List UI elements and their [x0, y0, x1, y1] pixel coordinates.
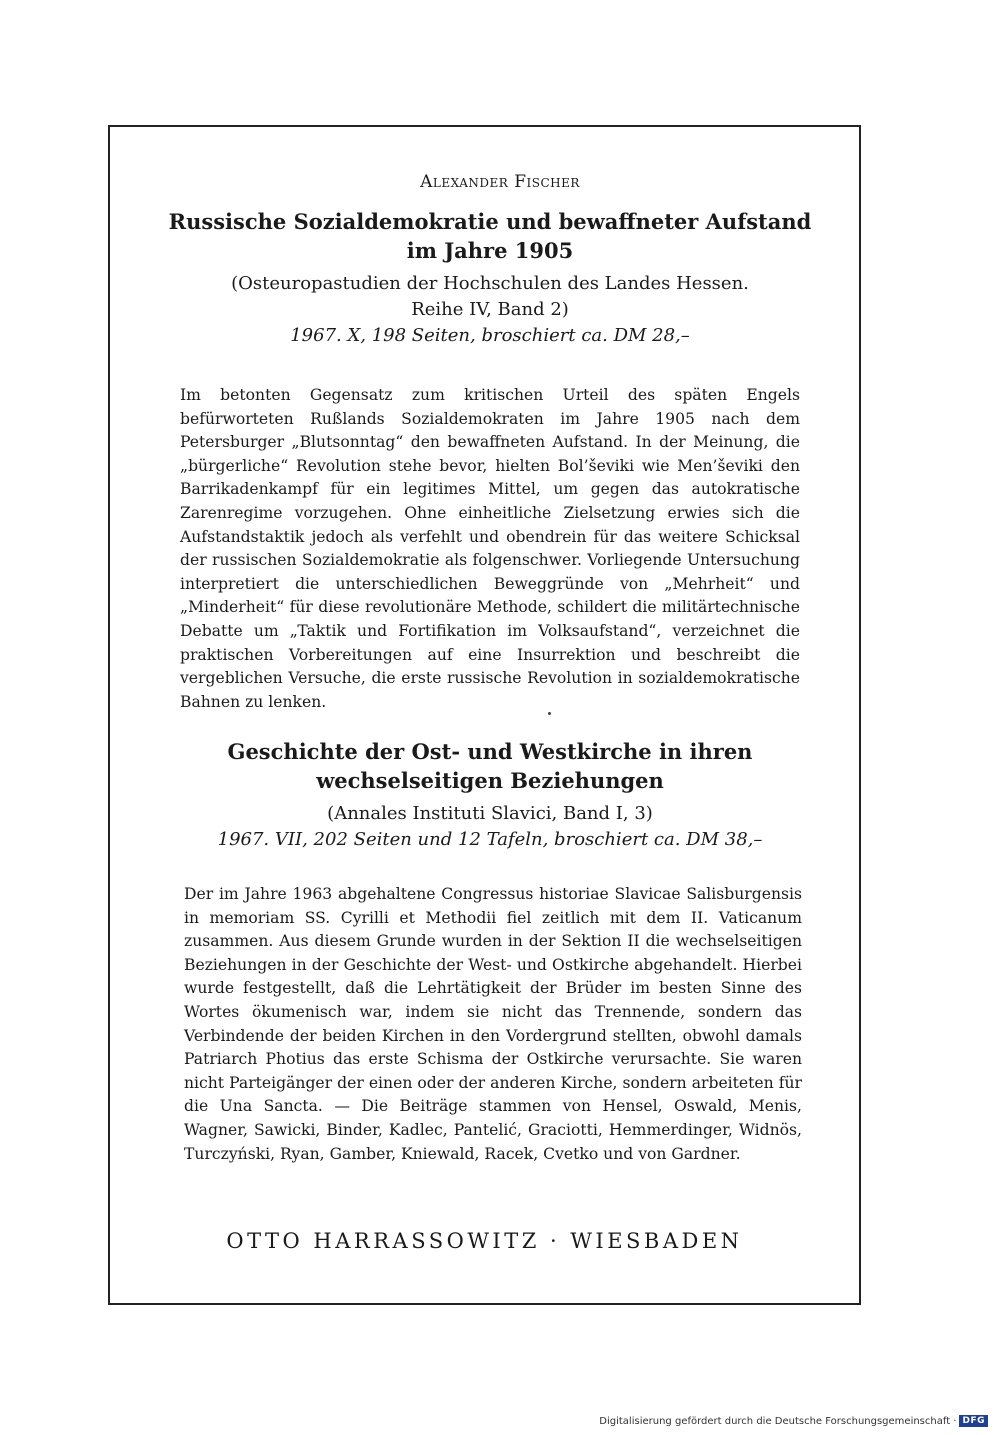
book1-title-line2: im Jahre 1905: [406, 238, 574, 263]
book2-series: (Annales Instituti Slavici, Band I, 3): [327, 803, 653, 824]
section-divider: [548, 712, 551, 715]
book1-series-line2: Reihe IV, Band 2): [411, 299, 569, 320]
book1-header: [120, 207, 860, 349]
book1-description: Im betonten Gegensatz zum kritischen Urteil des späten Engels befürworteten Rußlands Sozialdemokraten im Jahre 1905 nach dem Petersburger „Blutsonntag“ den bewaffneten Aufstand. In der Meinung, die „bürgerliche“ Revolution stehe bevor, hielten Bol’ševiki wie Men’ševiki den Barrikadenkampf für ein legitimes Mittel, um gegen das autokratische Zarenregime vorzugehen. Ohne einheitliche Zielsetzung erwies sich die Aufstandstaktik jedoch als verfehlt und obendrein für das weitere Schicksal der russischen Sozialdemokratie als folgenschwer. Vorliegende Untersuchung interpretiert die unterschiedlichen Beweggründe von „Mehrheit“ und „Minderheit“ für diese revolutionäre Methode, schildert die militärtechnische Debatte um „Taktik und Fortifikation im Volksaufstand“, verzeichnet die praktischen Vorbereitungen auf eine Insurrektion und beschreibt die vergeblichen Versuche, die erste russische Revolution in sozialdemokratische Bahnen zu lenken.: [180, 386, 800, 711]
dfg-logo: DFG: [959, 1415, 988, 1427]
book2-title-line1: Geschichte der Ost- und Westkirche in ihren: [227, 739, 753, 764]
digitization-footer: [599, 1415, 988, 1427]
book2-pubinfo: 1967. VII, 202 Seiten und 12 Tafeln, broschiert ca. DM 38,–: [217, 829, 763, 850]
book1-pubinfo: 1967. X, 198 Seiten, broschiert ca. DM 28,–: [290, 325, 690, 346]
book2-description: Der im Jahre 1963 abgehaltene Congressus historiae Slavicae Salisburgensis in memoriam SS. Cyrilli et Methodii fiel zeitlich mit dem II. Vaticanum zusammen. Aus diesem Grunde wurden in der Sektion II die wechselseitigen Beziehungen in der Geschichte der West- und Ostkirche abgehandelt. Hierbei wurde festgestellt, daß die Lehrtätigkeit der Brüder im besten Sinne des Wortes ökumenisch war, indem sie nicht das Trennende, sondern das Verbindende der beiden Kirchen in den Vordergrund stellten, obwohl damals Patriarch Photius das erste Schisma der Ostkirche verursachte. Sie waren nicht Parteigänger der einen oder der anderen Kirche, sondern arbeiteten für die Una Sancta. — Die Beiträge stammen von Hensel, Oswald, Menis, Wagner, Sawicki, Binder, Kadlec, Pantelić, Graciotti, Hemmerdinger, Widnös, Turczyński, Ryan, Gamber, Kniewald, Racek, Cvetko und von Gardner.: [184, 885, 802, 1163]
book1-series-line1: (Osteuropastudien der Hochschulen des Landes Hessen.: [231, 273, 749, 294]
footer-text: Digitalisierung gefördert durch die Deutsche Forschungsgemeinschaft ·: [599, 1415, 957, 1427]
book1-title-line1: Russische Sozialdemokratie und bewaffneter Aufstand: [168, 209, 812, 234]
book2-header: [120, 737, 860, 853]
book2-title-line2: wechselseitigen Beziehungen: [316, 768, 664, 793]
publisher-imprint: OTTO HARRASSOWITZ · WIESBADEN: [226, 1229, 743, 1253]
book1-author: Alexander Fischer: [420, 172, 580, 192]
